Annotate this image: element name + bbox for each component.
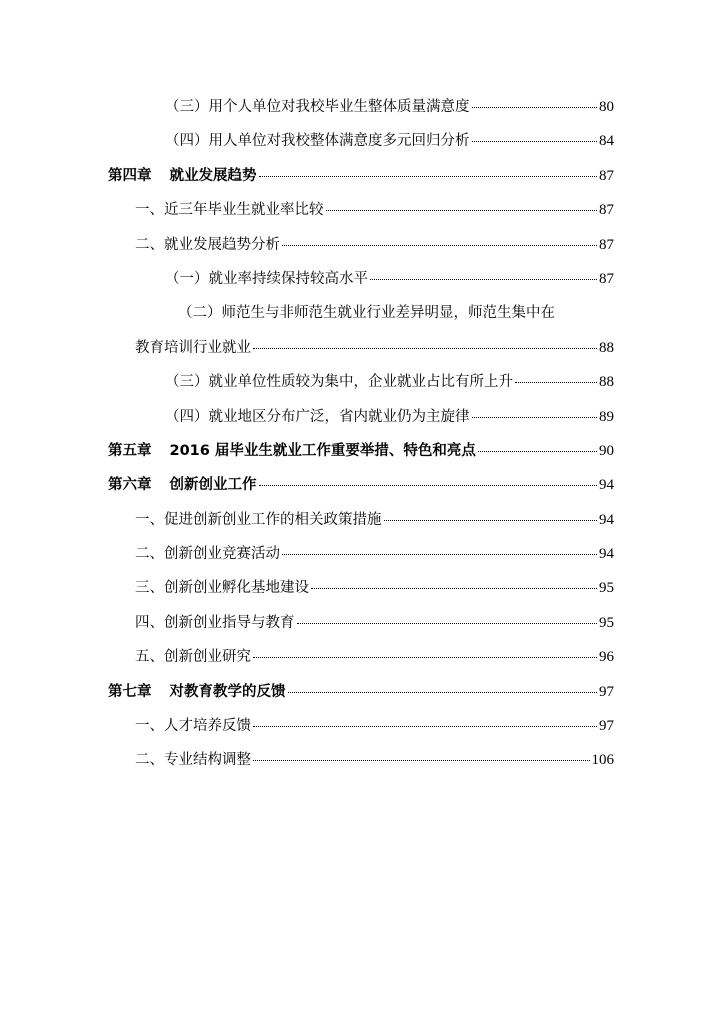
chapter-title: 就业发展趋势: [169, 167, 257, 184]
toc-page-number: 96: [599, 649, 614, 666]
dot-leader: [311, 587, 597, 589]
toc-page-number: 89: [599, 408, 614, 425]
dot-leader: [259, 175, 598, 177]
toc-chapter-label: [108, 164, 257, 185]
dot-leader: [478, 450, 597, 452]
toc-page-number: 95: [599, 580, 614, 597]
chapter-title: 对教育教学的反馈: [169, 683, 286, 700]
toc-entry-label-continued: 教育培训行业就业: [135, 339, 251, 356]
toc-page-number: 84: [599, 133, 614, 150]
chapter-title: 2016 届毕业生就业工作重要举措、特色和亮点: [169, 442, 476, 459]
dot-leader: [282, 244, 597, 246]
toc-entry-label: （三）就业单位性质较为集中，企业就业占比有所上升: [165, 374, 513, 391]
toc-entry[interactable]: [108, 370, 614, 404]
toc-chapter-entry[interactable]: [108, 439, 614, 473]
dot-leader: [259, 484, 598, 486]
toc-entry[interactable]: [108, 198, 614, 232]
toc-chapter-entry[interactable]: [108, 164, 614, 198]
toc-entry-wrapped-line1[interactable]: [108, 301, 614, 335]
chapter-number: 第六章: [108, 477, 152, 494]
dot-leader: [472, 416, 598, 418]
dot-leader: [253, 656, 597, 658]
toc-entry-label: （四）就业地区分布广泛，省内就业仍为主旋律: [165, 408, 470, 425]
toc-entry[interactable]: [108, 714, 614, 748]
toc-page-number: 87: [599, 202, 614, 219]
toc-page-number: 97: [599, 683, 614, 700]
dot-leader: [384, 519, 598, 521]
toc-entry[interactable]: [108, 576, 614, 610]
dot-leader: [472, 140, 598, 142]
toc-entry[interactable]: [108, 645, 614, 679]
table-of-contents: [108, 95, 614, 783]
toc-page-number: 95: [599, 614, 614, 631]
toc-entry-label: （一）就业率持续保持较高水平: [165, 270, 368, 287]
toc-page-number: 80: [599, 99, 614, 115]
toc-entry-label: 三、创新创业孵化基地建设: [135, 580, 309, 597]
toc-entry[interactable]: [108, 405, 614, 439]
toc-entry-label: 一、近三年毕业生就业率比较: [135, 202, 324, 219]
toc-entry-label: 四、创新创业指导与教育: [135, 614, 295, 631]
dot-leader: [515, 381, 597, 383]
toc-chapter-label: [108, 439, 476, 460]
toc-entry[interactable]: [108, 267, 614, 301]
toc-entry-label: 二、创新创业竞赛活动: [135, 546, 280, 563]
toc-entry-label: 一、人才培养反馈: [135, 718, 251, 735]
toc-entry-label: 二、专业结构调整: [135, 752, 251, 769]
dot-leader: [370, 278, 597, 280]
chapter-number: 第七章: [108, 683, 152, 700]
toc-entry-wrapped-line2[interactable]: [108, 336, 614, 370]
toc-page-number: 90: [599, 442, 614, 459]
dot-leader: [253, 725, 597, 727]
dot-leader: [282, 553, 597, 555]
toc-entry[interactable]: [108, 233, 614, 267]
dot-leader: [297, 622, 598, 624]
toc-entry[interactable]: [108, 611, 614, 645]
chapter-number: 第五章: [108, 442, 152, 459]
toc-page-number: 94: [599, 511, 614, 528]
toc-page-number: 87: [599, 270, 614, 287]
toc-chapter-entry[interactable]: [108, 473, 614, 507]
toc-entry-label: 二、就业发展趋势分析: [135, 236, 280, 253]
toc-entry-label: 一、促进创新创业工作的相关政策措施: [135, 511, 382, 528]
toc-entry[interactable]: [108, 95, 614, 129]
dot-leader: [288, 691, 598, 693]
toc-entry[interactable]: [108, 129, 614, 163]
toc-chapter-entry[interactable]: [108, 680, 614, 714]
toc-page-number: 97: [599, 718, 614, 735]
toc-entry-label: （二）师范生与非师范生就业行业差异明显，师范生集中在: [178, 305, 555, 322]
dot-leader: [253, 347, 597, 349]
toc-chapter-label: [108, 680, 286, 701]
toc-entry[interactable]: [108, 508, 614, 542]
toc-entry-label: （三）用个人单位对我校毕业生整体质量满意度: [165, 99, 470, 115]
toc-page-number: 88: [599, 339, 614, 356]
toc-chapter-label: [108, 473, 257, 494]
chapter-number: 第四章: [108, 167, 152, 184]
chapter-title: 创新创业工作: [169, 477, 257, 494]
dot-leader: [253, 759, 590, 761]
toc-page-number: 94: [599, 546, 614, 563]
dot-leader: [326, 209, 598, 211]
toc-entry[interactable]: [108, 542, 614, 576]
toc-page-number: 87: [599, 167, 614, 184]
toc-page-number: 94: [599, 477, 614, 494]
toc-page-number: 106: [591, 752, 614, 769]
toc-entry[interactable]: [108, 748, 614, 782]
toc-page-number: 87: [599, 236, 614, 253]
toc-page-number: 88: [599, 374, 614, 391]
toc-entry-label: （四）用人单位对我校整体满意度多元回归分析: [165, 133, 470, 150]
toc-entry-label: 五、创新创业研究: [135, 649, 251, 666]
dot-leader: [472, 106, 598, 108]
